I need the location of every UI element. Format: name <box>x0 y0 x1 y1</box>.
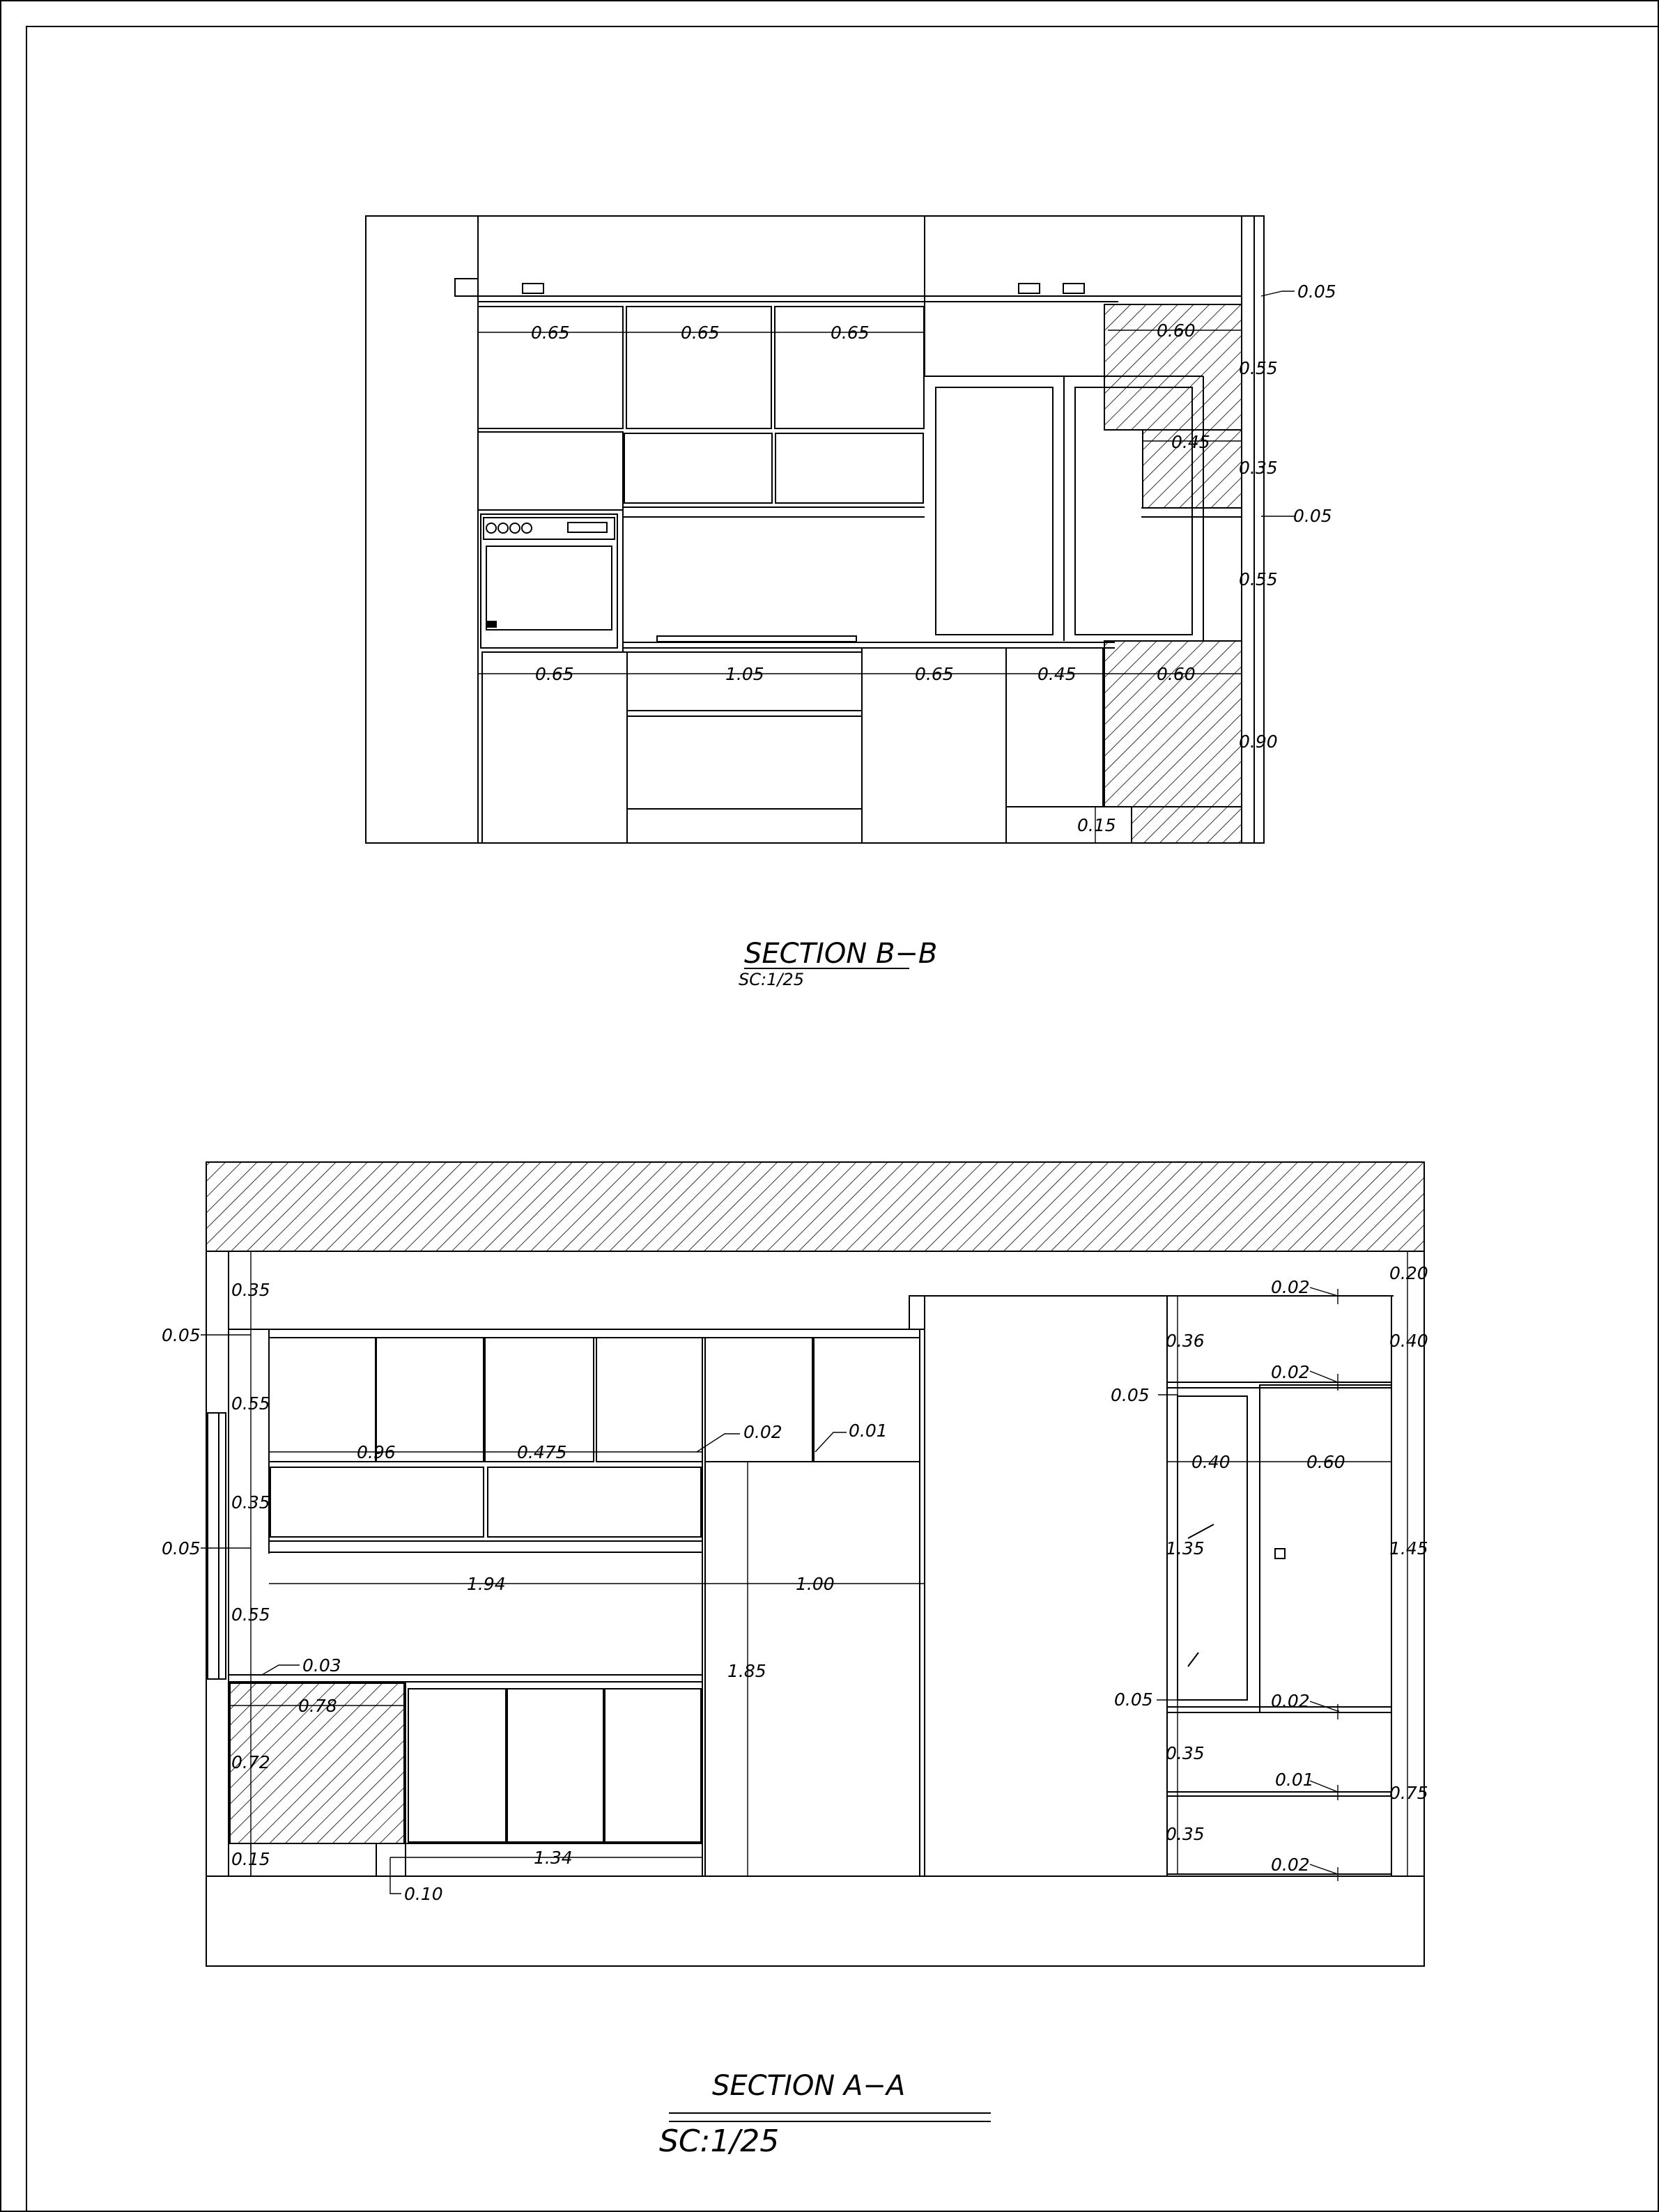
dim-b-low-065b: 0.65 <box>915 664 954 684</box>
section-a-elevation <box>206 1162 1424 1966</box>
dim-b-right-005-top: 0.05 <box>1297 281 1336 302</box>
section-a-frame <box>206 1162 1424 1966</box>
dim-a-left-005-top: 0.05 <box>162 1325 201 1345</box>
section-a-scale: SC:1/25 <box>659 2124 780 2159</box>
dim-a-left-035-top: 0.35 <box>231 1280 270 1300</box>
dim-a-134: 1.34 <box>534 1848 573 1868</box>
hob <box>657 636 856 642</box>
dim-a-wardrobe-002-a: 0.02 <box>1271 1277 1310 1297</box>
dim-b-wall-060-top: 0.60 <box>1157 320 1196 341</box>
section-a-title: SECTION A−A <box>712 2070 906 2102</box>
dim-a-left-035-mid: 0.35 <box>231 1492 270 1513</box>
dim-a-wardrobe-036: 0.36 <box>1166 1331 1205 1351</box>
dim-a-wardrobe-005-a: 0.05 <box>1111 1385 1150 1405</box>
tall-cabinet-left <box>936 387 1053 635</box>
dim-a-right-145: 1.45 <box>1389 1538 1428 1559</box>
dim-a-002: 0.02 <box>743 1422 782 1442</box>
dim-b-right-055-mid: 0.55 <box>1239 569 1278 589</box>
dim-b-right-005-mid: 0.05 <box>1293 506 1332 526</box>
dim-a-wardrobe-001: 0.01 <box>1275 1770 1314 1790</box>
section-b-scale: SC:1/25 <box>739 970 804 989</box>
dim-b-upper-w2: 0.65 <box>681 323 720 343</box>
dim-a-left-055-top: 0.55 <box>231 1393 270 1414</box>
dim-a-001: 0.01 <box>849 1421 888 1441</box>
window <box>208 1413 226 1679</box>
dim-a-wardrobe-040: 0.40 <box>1191 1452 1230 1472</box>
dim-a-wardrobe-035-b: 0.35 <box>1166 1824 1205 1844</box>
dim-a-wardrobe-060: 0.60 <box>1306 1452 1345 1472</box>
dim-b-low-105: 1.05 <box>725 664 764 684</box>
section-b-title: SECTION B−B <box>744 938 938 970</box>
dim-a-wardrobe-005-b: 0.05 <box>1114 1689 1153 1710</box>
dim-a-wardrobe-002-b: 0.02 <box>1271 1362 1310 1382</box>
dim-b-right-055-top: 0.55 <box>1239 358 1278 378</box>
dim-a-078: 0.78 <box>298 1696 337 1716</box>
dim-a-096: 0.96 <box>357 1442 396 1462</box>
dim-b-upper-w3: 0.65 <box>831 323 870 343</box>
ceiling-slab-hatch <box>206 1162 1424 1251</box>
dim-a-right-040: 0.40 <box>1389 1331 1428 1351</box>
section-b-elevation <box>366 216 1264 843</box>
sheet-inner-border <box>26 26 1659 2212</box>
dim-a-072: 0.72 <box>231 1752 270 1772</box>
dim-a-wardrobe-002-d: 0.02 <box>1271 1855 1310 1875</box>
dim-a-right-075: 0.75 <box>1389 1783 1428 1803</box>
dim-a-100: 1.00 <box>796 1574 835 1594</box>
dim-a-003: 0.03 <box>302 1655 341 1676</box>
dim-b-wall-060-low: 0.60 <box>1157 664 1196 684</box>
dim-a-010: 0.10 <box>404 1884 443 1904</box>
dim-a-194: 1.94 <box>467 1574 506 1594</box>
dim-b-upper-w1: 0.65 <box>531 323 570 343</box>
dim-a-left-005-mid: 0.05 <box>162 1538 201 1559</box>
dim-a-wardrobe-035-a: 0.35 <box>1166 1743 1205 1763</box>
dim-b-right-090: 0.90 <box>1239 732 1278 752</box>
dim-a-0475: 0.475 <box>517 1442 567 1462</box>
dim-a-left-055-low: 0.55 <box>231 1604 270 1625</box>
dim-a-185: 1.85 <box>727 1661 766 1681</box>
oven <box>481 514 617 648</box>
dim-a-015: 0.15 <box>231 1849 270 1869</box>
dim-a-wardrobe-135: 1.35 <box>1166 1538 1205 1559</box>
dim-a-right-020: 0.20 <box>1389 1263 1428 1283</box>
dim-b-low-065a: 0.65 <box>535 664 574 684</box>
dim-a-wardrobe-002-c: 0.02 <box>1271 1691 1310 1711</box>
dim-b-plinth-015: 0.15 <box>1077 815 1116 835</box>
dim-b-wall-045: 0.45 <box>1171 432 1210 452</box>
dim-b-right-035: 0.35 <box>1239 458 1278 478</box>
dim-b-low-045: 0.45 <box>1037 664 1077 684</box>
